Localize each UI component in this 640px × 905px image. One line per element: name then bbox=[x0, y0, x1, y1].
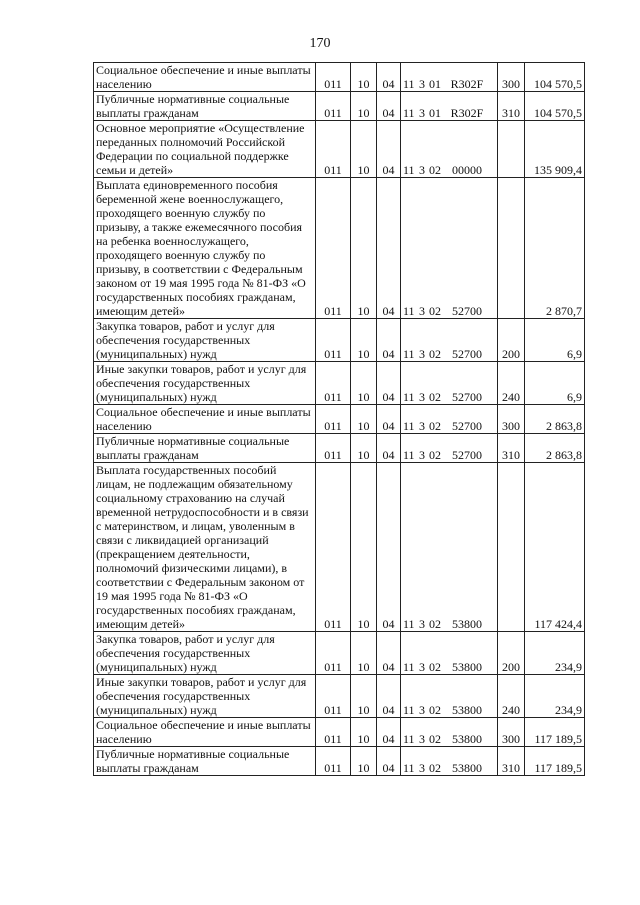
target-article-code-part: 01 bbox=[429, 77, 441, 91]
target-article-code-cell bbox=[401, 121, 498, 178]
target-article-code-cell bbox=[401, 632, 498, 675]
target-article-code-cell bbox=[401, 718, 498, 747]
ministry-code-cell: 011 bbox=[316, 675, 351, 718]
target-article-code-part: 3 bbox=[419, 304, 425, 318]
row-name-cell: Иные закупки товаров, работ и услуг для обеспечения государственных (муниципальных) нужд bbox=[94, 675, 316, 718]
target-article-code-cell bbox=[401, 405, 498, 434]
table-row bbox=[94, 632, 585, 675]
amount-cell: 2 863,8 bbox=[525, 405, 585, 434]
subsection-code-cell: 04 bbox=[377, 747, 401, 776]
target-article-code-part: 02 bbox=[429, 347, 441, 361]
target-article-code-part: 11 bbox=[403, 390, 415, 404]
target-article-code-part: 3 bbox=[419, 106, 425, 120]
subsection-code-cell: 04 bbox=[377, 63, 401, 92]
amount-cell: 104 570,5 bbox=[525, 63, 585, 92]
section-code-cell: 10 bbox=[351, 632, 377, 675]
table-row bbox=[94, 463, 585, 632]
row-name-cell: Публичные нормативные социальные выплаты гражданам bbox=[94, 92, 316, 121]
expense-type-code-cell bbox=[498, 463, 525, 632]
subsection-code-cell: 04 bbox=[377, 718, 401, 747]
target-article-code-part: 52700 bbox=[452, 304, 482, 318]
expense-type-code-cell: 300 bbox=[498, 405, 525, 434]
section-code-cell: 10 bbox=[351, 63, 377, 92]
target-article-code-part: 52700 bbox=[452, 448, 482, 462]
row-name-cell: Публичные нормативные социальные выплаты гражданам bbox=[94, 434, 316, 463]
subsection-code-cell: 04 bbox=[377, 632, 401, 675]
target-article-code-cell bbox=[401, 747, 498, 776]
target-article-code-part: 3 bbox=[419, 419, 425, 433]
target-article-code-part: 11 bbox=[403, 448, 415, 462]
target-article-code-part: 11 bbox=[403, 347, 415, 361]
target-article-code-part: 11 bbox=[403, 163, 415, 177]
target-article-code-part: R302F bbox=[450, 106, 484, 120]
ministry-code-cell: 011 bbox=[316, 319, 351, 362]
target-article-code-part: 53800 bbox=[452, 660, 482, 674]
target-article-code-part: 02 bbox=[429, 703, 441, 717]
table-row bbox=[94, 434, 585, 463]
row-name-cell: Иные закупки товаров, работ и услуг для обеспечения государственных (муниципальных) нужд bbox=[94, 362, 316, 405]
target-article-code-part: 3 bbox=[419, 163, 425, 177]
row-name-cell: Выплата единовременного пособия беременной жене военнослужащего, проходящего военную службу по призыву, а также ежемесячного пособия на ребенка военнослужащего, проходящего военную службу по призыву, в соответствии с Федеральным законом от 19 мая 1995 года № 81-ФЗ «О государственных пособиях гражданам, имеющим детей» bbox=[94, 178, 316, 319]
amount-cell: 6,9 bbox=[525, 362, 585, 405]
subsection-code-cell: 04 bbox=[377, 463, 401, 632]
target-article-code-part: 3 bbox=[419, 732, 425, 746]
table-row bbox=[94, 747, 585, 776]
ministry-code-cell: 011 bbox=[316, 632, 351, 675]
target-article-code-part: 11 bbox=[403, 419, 415, 433]
table-row bbox=[94, 63, 585, 92]
target-article-code-part: 53800 bbox=[452, 732, 482, 746]
target-article-code-part: 53800 bbox=[452, 617, 482, 631]
target-article-code-part: 3 bbox=[419, 617, 425, 631]
target-article-code-part: 11 bbox=[403, 761, 415, 775]
target-article-code-part: 11 bbox=[403, 732, 415, 746]
target-article-code-part: 11 bbox=[403, 106, 415, 120]
section-code-cell: 10 bbox=[351, 178, 377, 319]
target-article-code-cell bbox=[401, 63, 498, 92]
target-article-code-cell bbox=[401, 675, 498, 718]
subsection-code-cell: 04 bbox=[377, 362, 401, 405]
target-article-code-part: 11 bbox=[403, 617, 415, 631]
target-article-code-part: 02 bbox=[429, 660, 441, 674]
expense-type-code-cell: 200 bbox=[498, 632, 525, 675]
target-article-code-part: 53800 bbox=[452, 761, 482, 775]
ministry-code-cell: 011 bbox=[316, 718, 351, 747]
amount-cell: 6,9 bbox=[525, 319, 585, 362]
target-article-code-cell bbox=[401, 434, 498, 463]
expense-type-code-cell: 310 bbox=[498, 747, 525, 776]
subsection-code-cell: 04 bbox=[377, 405, 401, 434]
target-article-code-part: 02 bbox=[429, 617, 441, 631]
target-article-code-part: 02 bbox=[429, 304, 441, 318]
amount-cell: 117 189,5 bbox=[525, 718, 585, 747]
target-article-code-part: 02 bbox=[429, 761, 441, 775]
section-code-cell: 10 bbox=[351, 718, 377, 747]
ministry-code-cell: 011 bbox=[316, 747, 351, 776]
ministry-code-cell: 011 bbox=[316, 463, 351, 632]
amount-cell: 2 863,8 bbox=[525, 434, 585, 463]
section-code-cell: 10 bbox=[351, 434, 377, 463]
row-name-cell: Закупка товаров, работ и услуг для обеспечения государственных (муниципальных) нужд bbox=[94, 632, 316, 675]
target-article-code-part: 52700 bbox=[452, 347, 482, 361]
target-article-code-part: 52700 bbox=[452, 390, 482, 404]
expense-type-code-cell: 300 bbox=[498, 63, 525, 92]
target-article-code-part: 3 bbox=[419, 347, 425, 361]
expense-type-code-cell: 300 bbox=[498, 718, 525, 747]
target-article-code-part: 02 bbox=[429, 732, 441, 746]
target-article-code-part: 02 bbox=[429, 448, 441, 462]
ministry-code-cell: 011 bbox=[316, 178, 351, 319]
section-code-cell: 10 bbox=[351, 747, 377, 776]
row-name-cell: Основное мероприятие «Осуществление переданных полномочий Российской Федерации по социальной поддержке семьи и детей» bbox=[94, 121, 316, 178]
amount-cell: 117 189,5 bbox=[525, 747, 585, 776]
target-article-code-part: 02 bbox=[429, 390, 441, 404]
table-row bbox=[94, 178, 585, 319]
ministry-code-cell: 011 bbox=[316, 92, 351, 121]
target-article-code-cell bbox=[401, 178, 498, 319]
target-article-code-part: 11 bbox=[403, 703, 415, 717]
expense-type-code-cell bbox=[498, 121, 525, 178]
row-name-cell: Социальное обеспечение и иные выплаты населению bbox=[94, 63, 316, 92]
ministry-code-cell: 011 bbox=[316, 362, 351, 405]
table-row bbox=[94, 319, 585, 362]
target-article-code-part: 01 bbox=[429, 106, 441, 120]
target-article-code-part: 3 bbox=[419, 77, 425, 91]
target-article-code-part: 11 bbox=[403, 660, 415, 674]
section-code-cell: 10 bbox=[351, 463, 377, 632]
section-code-cell: 10 bbox=[351, 405, 377, 434]
amount-cell: 135 909,4 bbox=[525, 121, 585, 178]
target-article-code-part: 3 bbox=[419, 448, 425, 462]
subsection-code-cell: 04 bbox=[377, 675, 401, 718]
expense-type-code-cell: 240 bbox=[498, 362, 525, 405]
target-article-code-part: 52700 bbox=[452, 419, 482, 433]
row-name-cell: Социальное обеспечение и иные выплаты населению bbox=[94, 405, 316, 434]
expense-type-code-cell bbox=[498, 178, 525, 319]
target-article-code-part: 53800 bbox=[452, 703, 482, 717]
target-article-code-part: 02 bbox=[429, 163, 441, 177]
target-article-code-part: R302F bbox=[450, 77, 484, 91]
table-row bbox=[94, 121, 585, 178]
target-article-code-part: 02 bbox=[429, 419, 441, 433]
amount-cell: 234,9 bbox=[525, 632, 585, 675]
row-name-cell: Выплата государственных пособий лицам, не подлежащим обязательному социальному страхованию на случай временной нетрудоспособности и в связи с материнством, и лицам, уволенным в связи с ликвидацией организаций (прекращением деятельности, полномочий физическими лицами), в соответствии с Федеральным законом от 19 мая 1995 года № 81-ФЗ «О государственных пособиях гражданам, имеющим детей» bbox=[94, 463, 316, 632]
target-article-code-part: 3 bbox=[419, 660, 425, 674]
target-article-code-cell bbox=[401, 319, 498, 362]
target-article-code-cell bbox=[401, 92, 498, 121]
expense-type-code-cell: 200 bbox=[498, 319, 525, 362]
table-row bbox=[94, 362, 585, 405]
subsection-code-cell: 04 bbox=[377, 319, 401, 362]
subsection-code-cell: 04 bbox=[377, 121, 401, 178]
table-row bbox=[94, 92, 585, 121]
target-article-code-cell bbox=[401, 362, 498, 405]
expense-type-code-cell: 310 bbox=[498, 92, 525, 121]
target-article-code-part: 3 bbox=[419, 390, 425, 404]
page-number: 170 bbox=[309, 36, 331, 51]
budget-table bbox=[93, 62, 585, 776]
amount-cell: 104 570,5 bbox=[525, 92, 585, 121]
section-code-cell: 10 bbox=[351, 362, 377, 405]
ministry-code-cell: 011 bbox=[316, 121, 351, 178]
target-article-code-cell bbox=[401, 463, 498, 632]
table-row bbox=[94, 718, 585, 747]
subsection-code-cell: 04 bbox=[377, 178, 401, 319]
section-code-cell: 10 bbox=[351, 319, 377, 362]
section-code-cell: 10 bbox=[351, 121, 377, 178]
amount-cell: 234,9 bbox=[525, 675, 585, 718]
row-name-cell: Публичные нормативные социальные выплаты гражданам bbox=[94, 747, 316, 776]
table-row bbox=[94, 405, 585, 434]
expense-type-code-cell: 310 bbox=[498, 434, 525, 463]
table-row bbox=[94, 675, 585, 718]
subsection-code-cell: 04 bbox=[377, 434, 401, 463]
target-article-code-part: 3 bbox=[419, 761, 425, 775]
section-code-cell: 10 bbox=[351, 92, 377, 121]
target-article-code-part: 11 bbox=[403, 77, 415, 91]
ministry-code-cell: 011 bbox=[316, 434, 351, 463]
section-code-cell: 10 bbox=[351, 675, 377, 718]
target-article-code-part: 11 bbox=[403, 304, 415, 318]
subsection-code-cell: 04 bbox=[377, 92, 401, 121]
ministry-code-cell: 011 bbox=[316, 63, 351, 92]
amount-cell: 2 870,7 bbox=[525, 178, 585, 319]
amount-cell: 117 424,4 bbox=[525, 463, 585, 632]
row-name-cell: Социальное обеспечение и иные выплаты населению bbox=[94, 718, 316, 747]
expense-type-code-cell: 240 bbox=[498, 675, 525, 718]
ministry-code-cell: 011 bbox=[316, 405, 351, 434]
target-article-code-part: 00000 bbox=[452, 163, 482, 177]
row-name-cell: Закупка товаров, работ и услуг для обеспечения государственных (муниципальных) нужд bbox=[94, 319, 316, 362]
target-article-code-part: 3 bbox=[419, 703, 425, 717]
